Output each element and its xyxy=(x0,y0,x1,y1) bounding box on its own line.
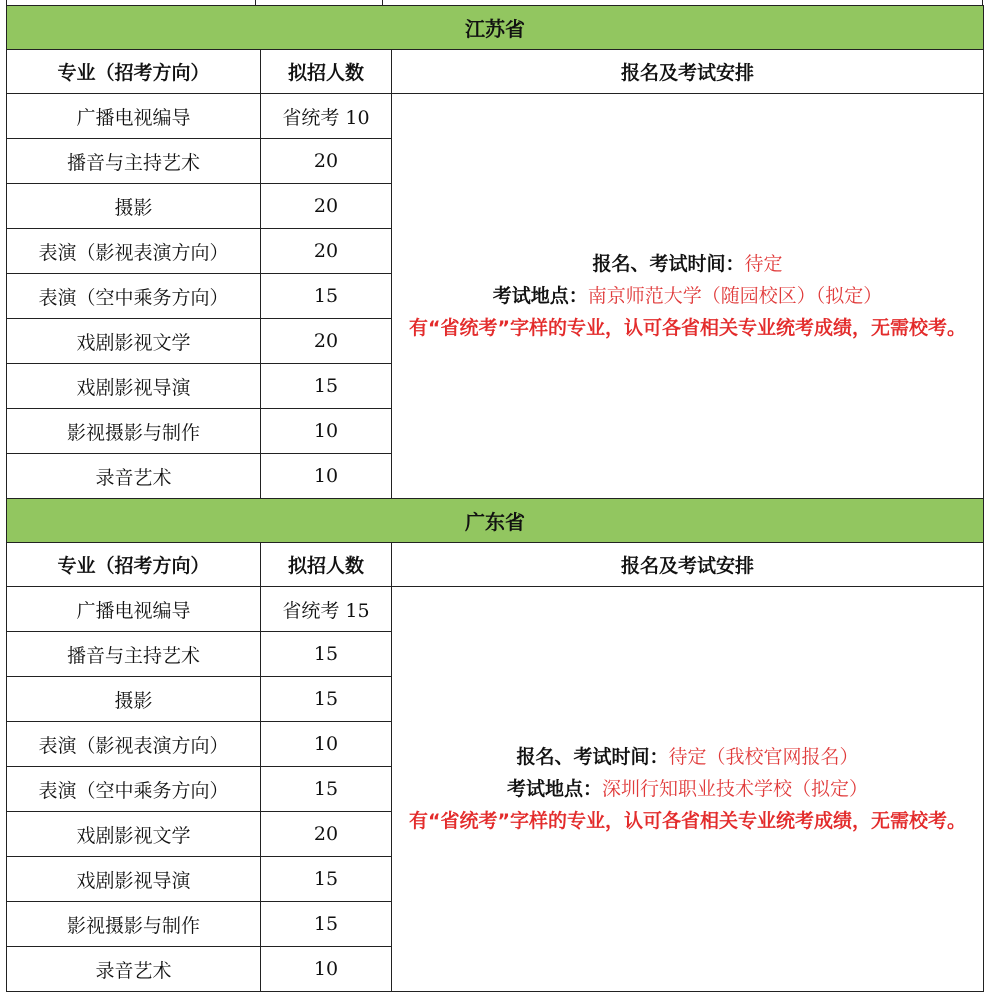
quota-cell: 20 xyxy=(261,812,392,857)
exam-arrangement-cell xyxy=(392,587,984,992)
major-cell: 影视摄影与制作 xyxy=(7,409,261,454)
exam-time-line: 报名、考试时间：待定（我校官网报名） xyxy=(516,746,859,768)
quota-cell: 省统考 10 xyxy=(261,94,392,139)
column-header-arrangement: 报名及考试安排 xyxy=(392,543,984,587)
quota-cell: 10 xyxy=(261,454,392,499)
exam-time-value: 待定（我校官网报名） xyxy=(668,746,859,768)
major-cell: 戏剧影视导演 xyxy=(7,364,261,409)
section-guangdong xyxy=(6,498,984,992)
exam-time-line: 报名、考试时间：待定 xyxy=(592,253,783,275)
major-cell: 录音艺术 xyxy=(7,454,261,499)
major-cell: 表演（空中乘务方向） xyxy=(7,767,261,812)
quota-cell: 10 xyxy=(261,947,392,992)
quota-cell: 10 xyxy=(261,409,392,454)
quota-cell: 15 xyxy=(261,364,392,409)
major-cell: 戏剧影视文学 xyxy=(7,812,261,857)
column-header-quota: 拟招人数 xyxy=(261,543,392,587)
unified-exam-note: 有“省统考”字样的专业，认可各省相关专业统考成绩，无需校考。 xyxy=(409,810,966,832)
major-cell: 表演（影视表演方向） xyxy=(7,229,261,274)
table-row xyxy=(7,587,984,632)
quota-cell: 15 xyxy=(261,857,392,902)
exam-time-value: 待定 xyxy=(744,253,783,275)
column-header-quota: 拟招人数 xyxy=(261,50,392,94)
quota-cell: 20 xyxy=(261,229,392,274)
major-cell: 表演（空中乘务方向） xyxy=(7,274,261,319)
major-cell: 录音艺术 xyxy=(7,947,261,992)
quota-cell: 省统考 15 xyxy=(261,587,392,632)
header-row xyxy=(7,543,984,587)
quota-cell: 15 xyxy=(261,632,392,677)
major-cell: 摄影 xyxy=(7,677,261,722)
major-cell: 表演（影视表演方向） xyxy=(7,722,261,767)
column-header-major: 专业（招考方向） xyxy=(7,50,261,94)
header-row xyxy=(7,50,984,94)
quota-cell: 15 xyxy=(261,274,392,319)
major-cell: 播音与主持艺术 xyxy=(7,139,261,184)
quota-cell: 10 xyxy=(261,722,392,767)
major-cell: 广播电视编导 xyxy=(7,94,261,139)
exam-place-line: 考试地点：深圳行知职业技术学校（拟定） xyxy=(506,778,869,800)
major-cell: 影视摄影与制作 xyxy=(7,902,261,947)
table-row xyxy=(7,94,984,139)
exam-arrangement-cell xyxy=(392,94,984,499)
exam-place-value: 深圳行知职业技术学校（拟定） xyxy=(602,778,869,800)
column-header-arrangement: 报名及考试安排 xyxy=(392,50,984,94)
quota-cell: 20 xyxy=(261,319,392,364)
quota-cell: 15 xyxy=(261,902,392,947)
province-title: 江苏省 xyxy=(7,6,984,50)
unified-exam-note: 有“省统考”字样的专业，认可各省相关专业统考成绩，无需校考。 xyxy=(409,317,966,339)
exam-place-value: 南京师范大学（随园校区）（拟定） xyxy=(587,285,883,307)
major-cell: 广播电视编导 xyxy=(7,587,261,632)
major-cell: 摄影 xyxy=(7,184,261,229)
major-cell: 戏剧影视导演 xyxy=(7,857,261,902)
major-cell: 播音与主持艺术 xyxy=(7,632,261,677)
section-jiangsu xyxy=(6,5,984,499)
major-cell: 戏剧影视文学 xyxy=(7,319,261,364)
province-title: 广东省 xyxy=(7,499,984,543)
exam-place-line: 考试地点：南京师范大学（随园校区）（拟定） xyxy=(492,285,883,307)
quota-cell: 15 xyxy=(261,677,392,722)
quota-cell: 15 xyxy=(261,767,392,812)
column-header-major: 专业（招考方向） xyxy=(7,543,261,587)
quota-cell: 20 xyxy=(261,184,392,229)
quota-cell: 20 xyxy=(261,139,392,184)
